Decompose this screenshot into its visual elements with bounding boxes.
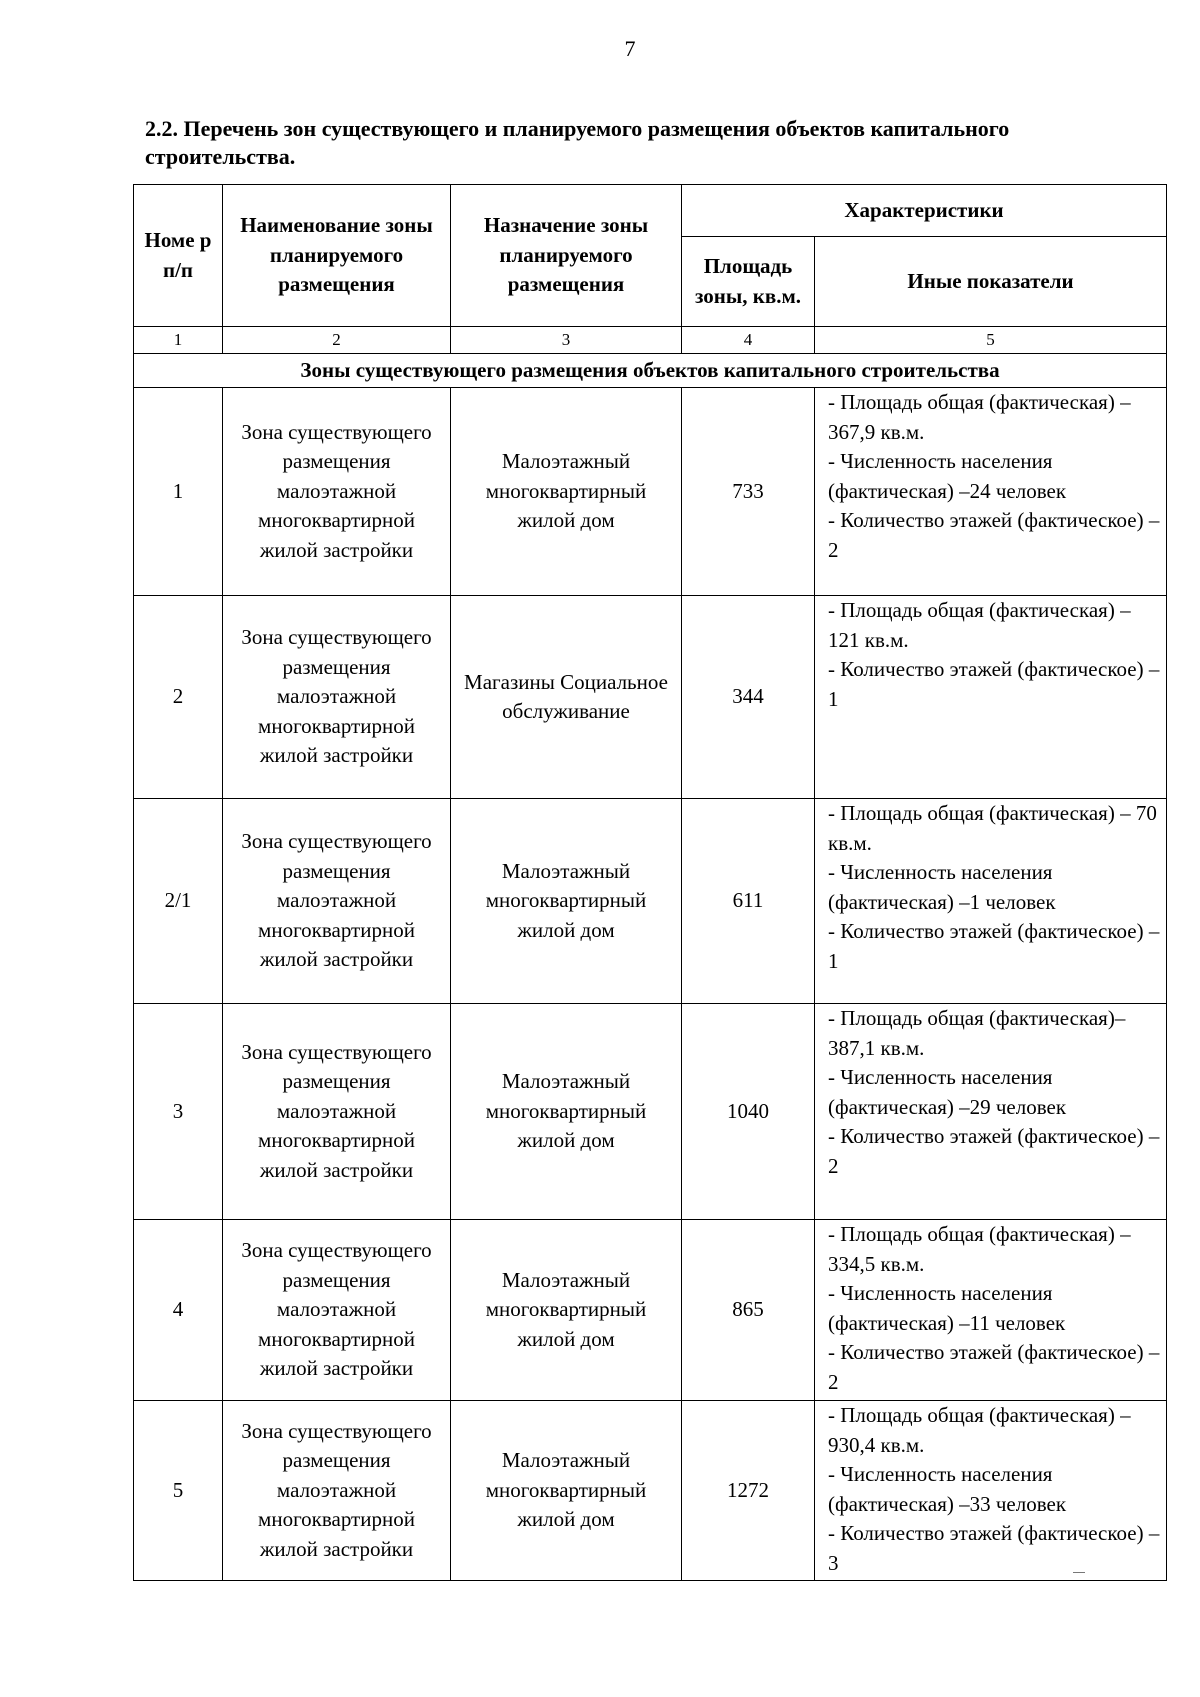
cell-metrics [815, 1401, 1167, 1581]
metric-line: - Площадь общая (фактическая) – 334,5 кв.м. [828, 1222, 1131, 1276]
cell-number: 1 [134, 388, 223, 596]
table-row [134, 1004, 1167, 1220]
cell-purpose: Малоэтажный многоквартирный жилой дом [451, 1401, 682, 1581]
column-number: 5 [815, 327, 1167, 354]
table-row [134, 596, 1167, 799]
metric-line: - Численность населения (фактическая) –33 человек [828, 1462, 1067, 1516]
cell-zone-name: Зона существующего размещения малоэтажной многоквартирной жилой застройки [223, 1220, 451, 1401]
metric-line: - Численность населения (фактическая) –29 человек [828, 1065, 1067, 1119]
cell-purpose: Малоэтажный многоквартирный жилой дом [451, 1004, 682, 1220]
cell-purpose: Малоэтажный многоквартирный жилой дом [451, 1220, 682, 1401]
cell-purpose: Магазины Социальное обслуживание [451, 596, 682, 799]
cell-zone-name: Зона существующего размещения малоэтажной многоквартирной жилой застройки [223, 799, 451, 1004]
cell-metrics [815, 388, 1167, 596]
cell-metrics [815, 799, 1167, 1004]
cell-purpose: Малоэтажный многоквартирный жилой дом [451, 799, 682, 1004]
cell-zone-name: Зона существующего размещения малоэтажной многоквартирной жилой застройки [223, 1401, 451, 1581]
cell-zone-name: Зона существующего размещения малоэтажной многоквартирной жилой застройки [223, 388, 451, 596]
column-number: 2 [223, 327, 451, 354]
section-heading: 2.2. Перечень зон существующего и планируемого размещения объектов капитального строительства. [145, 116, 1010, 169]
cell-area: 344 [682, 596, 815, 799]
table-row [134, 1220, 1167, 1401]
metric-line: - Площадь общая (фактическая) – 930,4 кв.м. [828, 1403, 1131, 1457]
cell-area: 733 [682, 388, 815, 596]
metric-line: - Площадь общая (фактическая) – 70 кв.м. [828, 801, 1157, 855]
table-row [134, 388, 1167, 596]
metric-line: - Площадь общая (фактическая)– 387,1 кв.м. [828, 1006, 1126, 1060]
metric-line: - Количество этажей (фактическое) – 1 [828, 919, 1160, 973]
header-characteristics: Характеристики [682, 185, 1167, 237]
header-row [134, 185, 1167, 237]
header-number: Номе р п/п [134, 185, 223, 327]
cell-zone-name: Зона существующего размещения малоэтажной многоквартирной жилой застройки [223, 1004, 451, 1220]
metric-line: - Количество этажей (фактическое) – 2 [828, 508, 1160, 562]
cell-number: 2/1 [134, 799, 223, 1004]
cell-purpose: Малоэтажный многоквартирный жилой дом [451, 388, 682, 596]
header-zone-name: Наименование зоны планируемого размещения [223, 185, 451, 327]
cell-metrics [815, 1004, 1167, 1220]
column-number-row [134, 327, 1167, 354]
section-title: Зоны существующего размещения объектов капитального строительства [134, 354, 1167, 388]
cell-metrics [815, 596, 1167, 799]
cell-area: 1272 [682, 1401, 815, 1581]
cell-number: 5 [134, 1401, 223, 1581]
cell-area: 611 [682, 799, 815, 1004]
header-zone-purpose: Назначение зоны планируемого размещения [451, 185, 682, 327]
metric-line: - Численность населения (фактическая) –11 человек [828, 1281, 1066, 1335]
table-row [134, 799, 1167, 1004]
cell-number: 4 [134, 1220, 223, 1401]
cell-area: 1040 [682, 1004, 815, 1220]
metric-line: - Количество этажей (фактическое) – 3 [828, 1521, 1160, 1575]
metric-line: - Площадь общая (фактическая) – 367,9 кв.м. [828, 390, 1131, 444]
column-number: 3 [451, 327, 682, 354]
footer-dash [1073, 1572, 1085, 1573]
zones-table [133, 184, 1167, 1581]
metric-line: - Численность населения (фактическая) –24 человек [828, 449, 1067, 503]
section-title-row [134, 354, 1167, 388]
metric-line: - Количество этажей (фактическое) – 1 [828, 657, 1160, 711]
zones-table-body [134, 327, 1167, 1581]
metric-line: - Численность населения (фактическая) –1 человек [828, 860, 1056, 914]
cell-zone-name: Зона существующего размещения малоэтажной многоквартирной жилой застройки [223, 596, 451, 799]
table-row [134, 1401, 1167, 1581]
header-area: Площадь зоны, кв.м. [682, 237, 815, 327]
cell-metrics [815, 1220, 1167, 1401]
cell-number: 3 [134, 1004, 223, 1220]
column-number: 1 [134, 327, 223, 354]
cell-number: 2 [134, 596, 223, 799]
metric-line: - Площадь общая (фактическая) – 121 кв.м. [828, 598, 1131, 652]
page-number: 7 [624, 36, 636, 61]
column-number: 4 [682, 327, 815, 354]
cell-area: 865 [682, 1220, 815, 1401]
metric-line: - Количество этажей (фактическое) – 2 [828, 1340, 1160, 1394]
header-other: Иные показатели [815, 237, 1167, 327]
metric-line: - Количество этажей (фактическое) – 2 [828, 1124, 1160, 1178]
